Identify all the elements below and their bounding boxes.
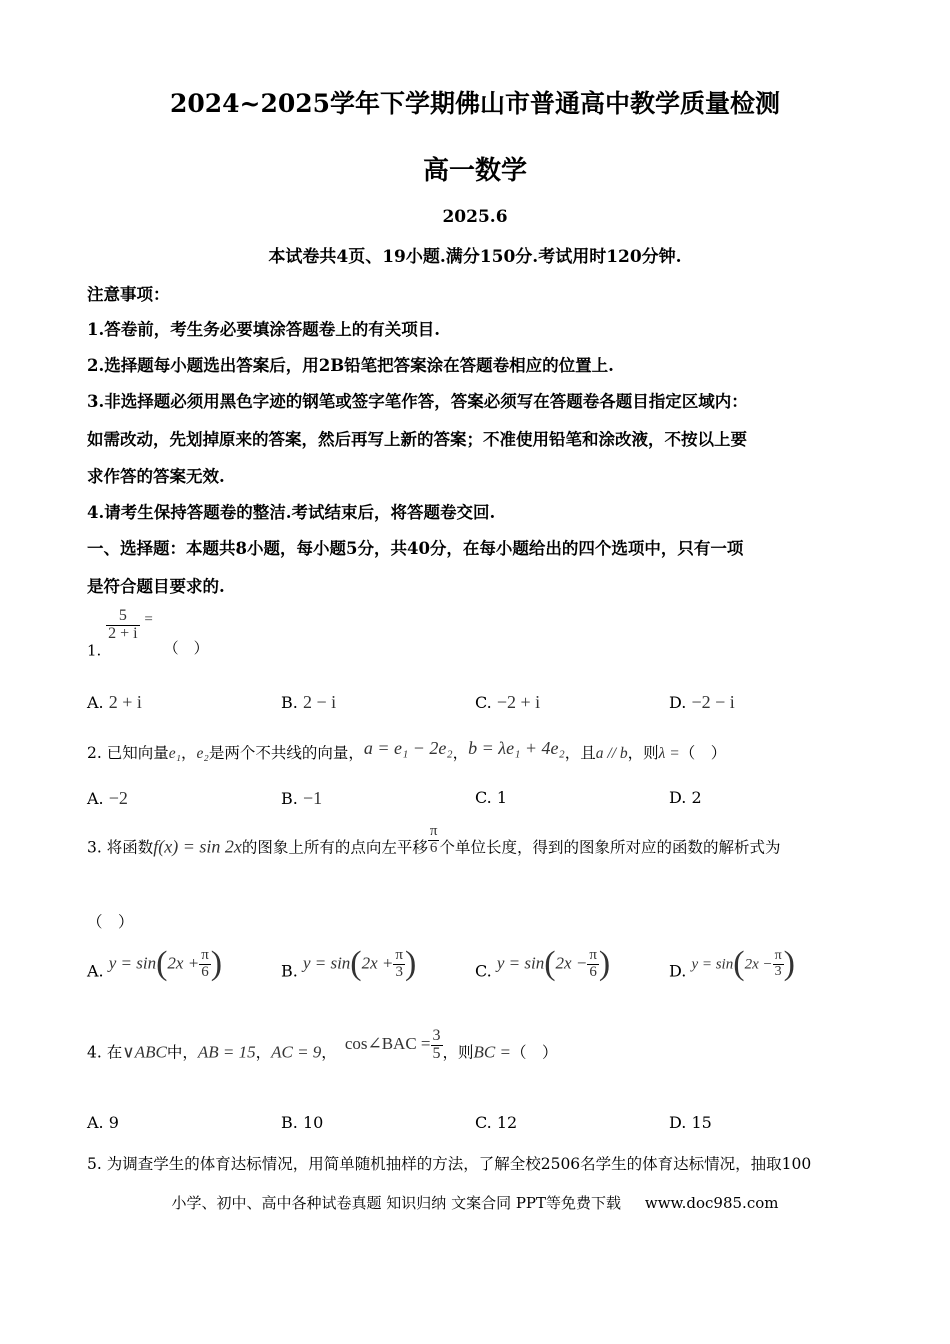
option-label: B. <box>281 789 298 808</box>
answer-blank: （ ） <box>87 913 134 931</box>
option-expression: −2 + i <box>496 692 541 712</box>
q4-option-d <box>669 1113 712 1132</box>
fraction-numerator: 3 <box>432 1027 441 1044</box>
option-label: A. <box>87 693 104 712</box>
option-expression: −1 <box>302 788 323 808</box>
option-fraction <box>587 948 599 981</box>
option-expression: 2 <box>691 788 702 807</box>
q1-option-d <box>669 692 735 713</box>
option-expression: 12 <box>496 1113 518 1132</box>
question-text: ，则 <box>627 744 659 762</box>
exam-date: 2025.6 <box>442 207 508 227</box>
option-fraction <box>199 948 211 981</box>
option-fraction <box>773 949 784 979</box>
question-1 <box>87 608 209 659</box>
question-text: 将函数 <box>106 838 154 857</box>
question-text: ， <box>321 1043 337 1062</box>
section-1-heading-line-1: 一、选择题：本题共8小题，每小题5分，共40分，在每小题给出的四个选项中，只有一项 <box>87 539 744 558</box>
option-expression: 2 − i <box>302 692 337 712</box>
cos-expression: cos∠BAC = <box>344 1034 431 1054</box>
question-number: 4. <box>87 1043 102 1062</box>
option-label: C. <box>475 961 492 981</box>
question-text: 个单位长度，得到的图象所对应的函数的解析式为 <box>439 838 781 857</box>
question-text: ，则 <box>442 1043 474 1062</box>
q2-option-c <box>475 788 507 807</box>
option-label: C. <box>475 1113 492 1132</box>
shift-fraction <box>428 824 440 857</box>
option-expression: 9 <box>108 1113 119 1132</box>
cos-fraction <box>431 1028 443 1063</box>
notes-heading: 注意事项： <box>87 285 170 304</box>
question-text: 的图象上所有的点向左平移 <box>241 838 428 857</box>
option-label: B. <box>281 693 298 712</box>
q3-option-d: D. y = sin(2x − $\frac{\pi}{3}$ ) <box>669 945 795 982</box>
answer-blank: （ ） <box>163 639 209 658</box>
page-footer <box>0 1192 950 1213</box>
option-expression: 10 <box>302 1113 324 1132</box>
note-3-line-3: 求作答的答案无效. <box>87 467 225 486</box>
fraction-denominator: 6 <box>589 963 597 980</box>
option-label: B. <box>281 1113 298 1132</box>
fraction-numerator: π <box>201 946 209 963</box>
fraction-denominator: 6 <box>201 963 209 980</box>
option-inner: 2x + <box>167 953 200 973</box>
option-expression: −2 <box>108 788 128 808</box>
vector-b-expression: b = λe₁ + 4e₂ <box>468 738 565 758</box>
option-label: C. <box>475 693 492 712</box>
question-text: 已知向量 <box>106 744 169 762</box>
q2-option-d <box>669 788 702 807</box>
function-expression: f(x) = sin 2x <box>153 836 242 857</box>
fraction-numerator: π <box>774 947 782 963</box>
side-ac: AC = 9 <box>271 1042 322 1062</box>
fraction-denominator: 6 <box>429 839 438 856</box>
note-3-line-1: 3.非选择题必须用黑色字迹的钢笔或签字笔作答，答案必须写在答题卷各题目指定区域内： <box>87 392 748 411</box>
footer-url[interactable]: www.doc985.com <box>644 1194 779 1212</box>
equals-sign: = <box>144 611 153 628</box>
q4-option-a <box>87 1113 119 1132</box>
footer-text: 小学、初中、高中各种试卷真题 知识归纳 文案合同 PPT等免费下载 <box>171 1194 622 1212</box>
q1-option-c <box>475 692 540 713</box>
question-number: 3. <box>87 838 102 857</box>
option-ysin: y = sin <box>496 953 545 973</box>
question-2 <box>87 738 726 763</box>
fraction-denominator: 5 <box>432 1044 441 1062</box>
parallel-condition: a // b <box>595 745 628 762</box>
note-1: 1.答卷前，考生务必要填涂答题卷上的有关项目. <box>87 320 440 339</box>
q2-option-a <box>87 788 128 809</box>
option-label: C. <box>475 788 492 807</box>
option-ysin: y = sin <box>108 953 157 973</box>
option-inner: 2x − <box>744 956 773 973</box>
vector-e2: e₂ <box>196 745 209 762</box>
note-3-line-2: 如需改动，先划掉原来的答案，然后再写上新的答案；不准使用铅笔和涂改液，不按以上要 <box>87 430 747 449</box>
option-label: A. <box>87 789 104 808</box>
option-label: A. <box>87 1113 104 1132</box>
triangle-name: ∨ABC <box>122 1042 167 1062</box>
question-text: ， <box>255 1043 272 1062</box>
question-3 <box>87 824 780 857</box>
note-2: 2.选择题每小题选出答案后，用2B铅笔把答案涂在答题卷相应的位置上. <box>87 356 614 375</box>
fraction-denominator: 2 + i <box>108 624 138 642</box>
fraction-denominator: 3 <box>395 963 403 980</box>
question-text: ， <box>181 744 197 762</box>
q2-option-b <box>281 788 322 809</box>
answer-blank: （ ） <box>510 1043 558 1062</box>
option-expression: 2 + i <box>108 692 142 712</box>
q4-option-b <box>281 1113 323 1132</box>
question-text: 中， <box>166 1043 198 1062</box>
question-text: 在 <box>106 1043 123 1062</box>
q1-option-a <box>87 692 142 713</box>
fraction-numerator: π <box>589 946 597 963</box>
option-ysin: y = sin <box>691 956 734 973</box>
vector-e1: e₁ <box>168 745 182 762</box>
option-label: D. <box>669 788 687 807</box>
question-text: ， <box>452 744 469 762</box>
question-5-line-1: 5. 为调查学生的体育达标情况，用简单随机抽样的方法，了解全校2506名学生的体育达标情况，抽取100 <box>87 1155 812 1173</box>
option-label: B. <box>281 961 298 981</box>
fraction-denominator: 3 <box>774 963 782 979</box>
question-text: 是两个不共线的向量， <box>208 744 364 762</box>
question-number: 1. <box>87 641 102 660</box>
option-label: A. <box>87 961 104 981</box>
option-inner: 2x − <box>555 953 588 973</box>
exam-title: 2024~2025学年下学期佛山市普通高中教学质量检测 <box>169 89 781 118</box>
option-label: D. <box>669 961 687 981</box>
fraction <box>106 608 139 643</box>
section-1-heading-line-2: 是符合题目要求的. <box>87 577 225 596</box>
option-expression: −2 − i <box>691 692 735 712</box>
note-4: 4.请考生保持答题卷的整洁.考试结束后，将答题卷交回. <box>87 503 496 522</box>
q3-option-a: A. y = sin(2x + $\frac{\pi}{6}$ ) <box>87 945 223 982</box>
exam-summary: 本试卷共4页、19小题.满分150分.考试用时120分钟. <box>268 247 682 267</box>
vector-a-expression: a = e₁ − 2e₂ <box>363 738 453 758</box>
option-label: D. <box>669 1113 687 1132</box>
option-fraction <box>393 948 405 981</box>
q3-option-c: C. y = sin(2x − $\frac{\pi}{6}$ ) <box>475 945 611 982</box>
q4-option-c <box>475 1113 517 1132</box>
fraction-numerator: 5 <box>106 608 139 626</box>
option-ysin: y = sin <box>302 953 351 973</box>
q1-option-b <box>281 692 336 713</box>
question-number: 2. <box>87 744 102 762</box>
option-inner: 2x + <box>361 953 394 973</box>
fraction-numerator: π <box>429 823 438 839</box>
lambda-expression: λ = <box>658 745 680 762</box>
option-expression: 1 <box>496 788 508 807</box>
side-bc: BC = <box>473 1042 511 1062</box>
fraction-numerator: π <box>395 946 403 963</box>
q3-option-b: B. y = sin(2x + $\frac{\pi}{3}$ ) <box>281 945 417 982</box>
option-label: D. <box>669 693 687 712</box>
question-text: ，且 <box>564 744 596 762</box>
side-ab: AB = 15 <box>197 1042 256 1062</box>
option-expression: 15 <box>691 1113 712 1132</box>
subject-title: 高一数学 <box>422 156 527 186</box>
answer-blank: （ ） <box>679 744 727 762</box>
question-4 <box>87 1028 558 1063</box>
